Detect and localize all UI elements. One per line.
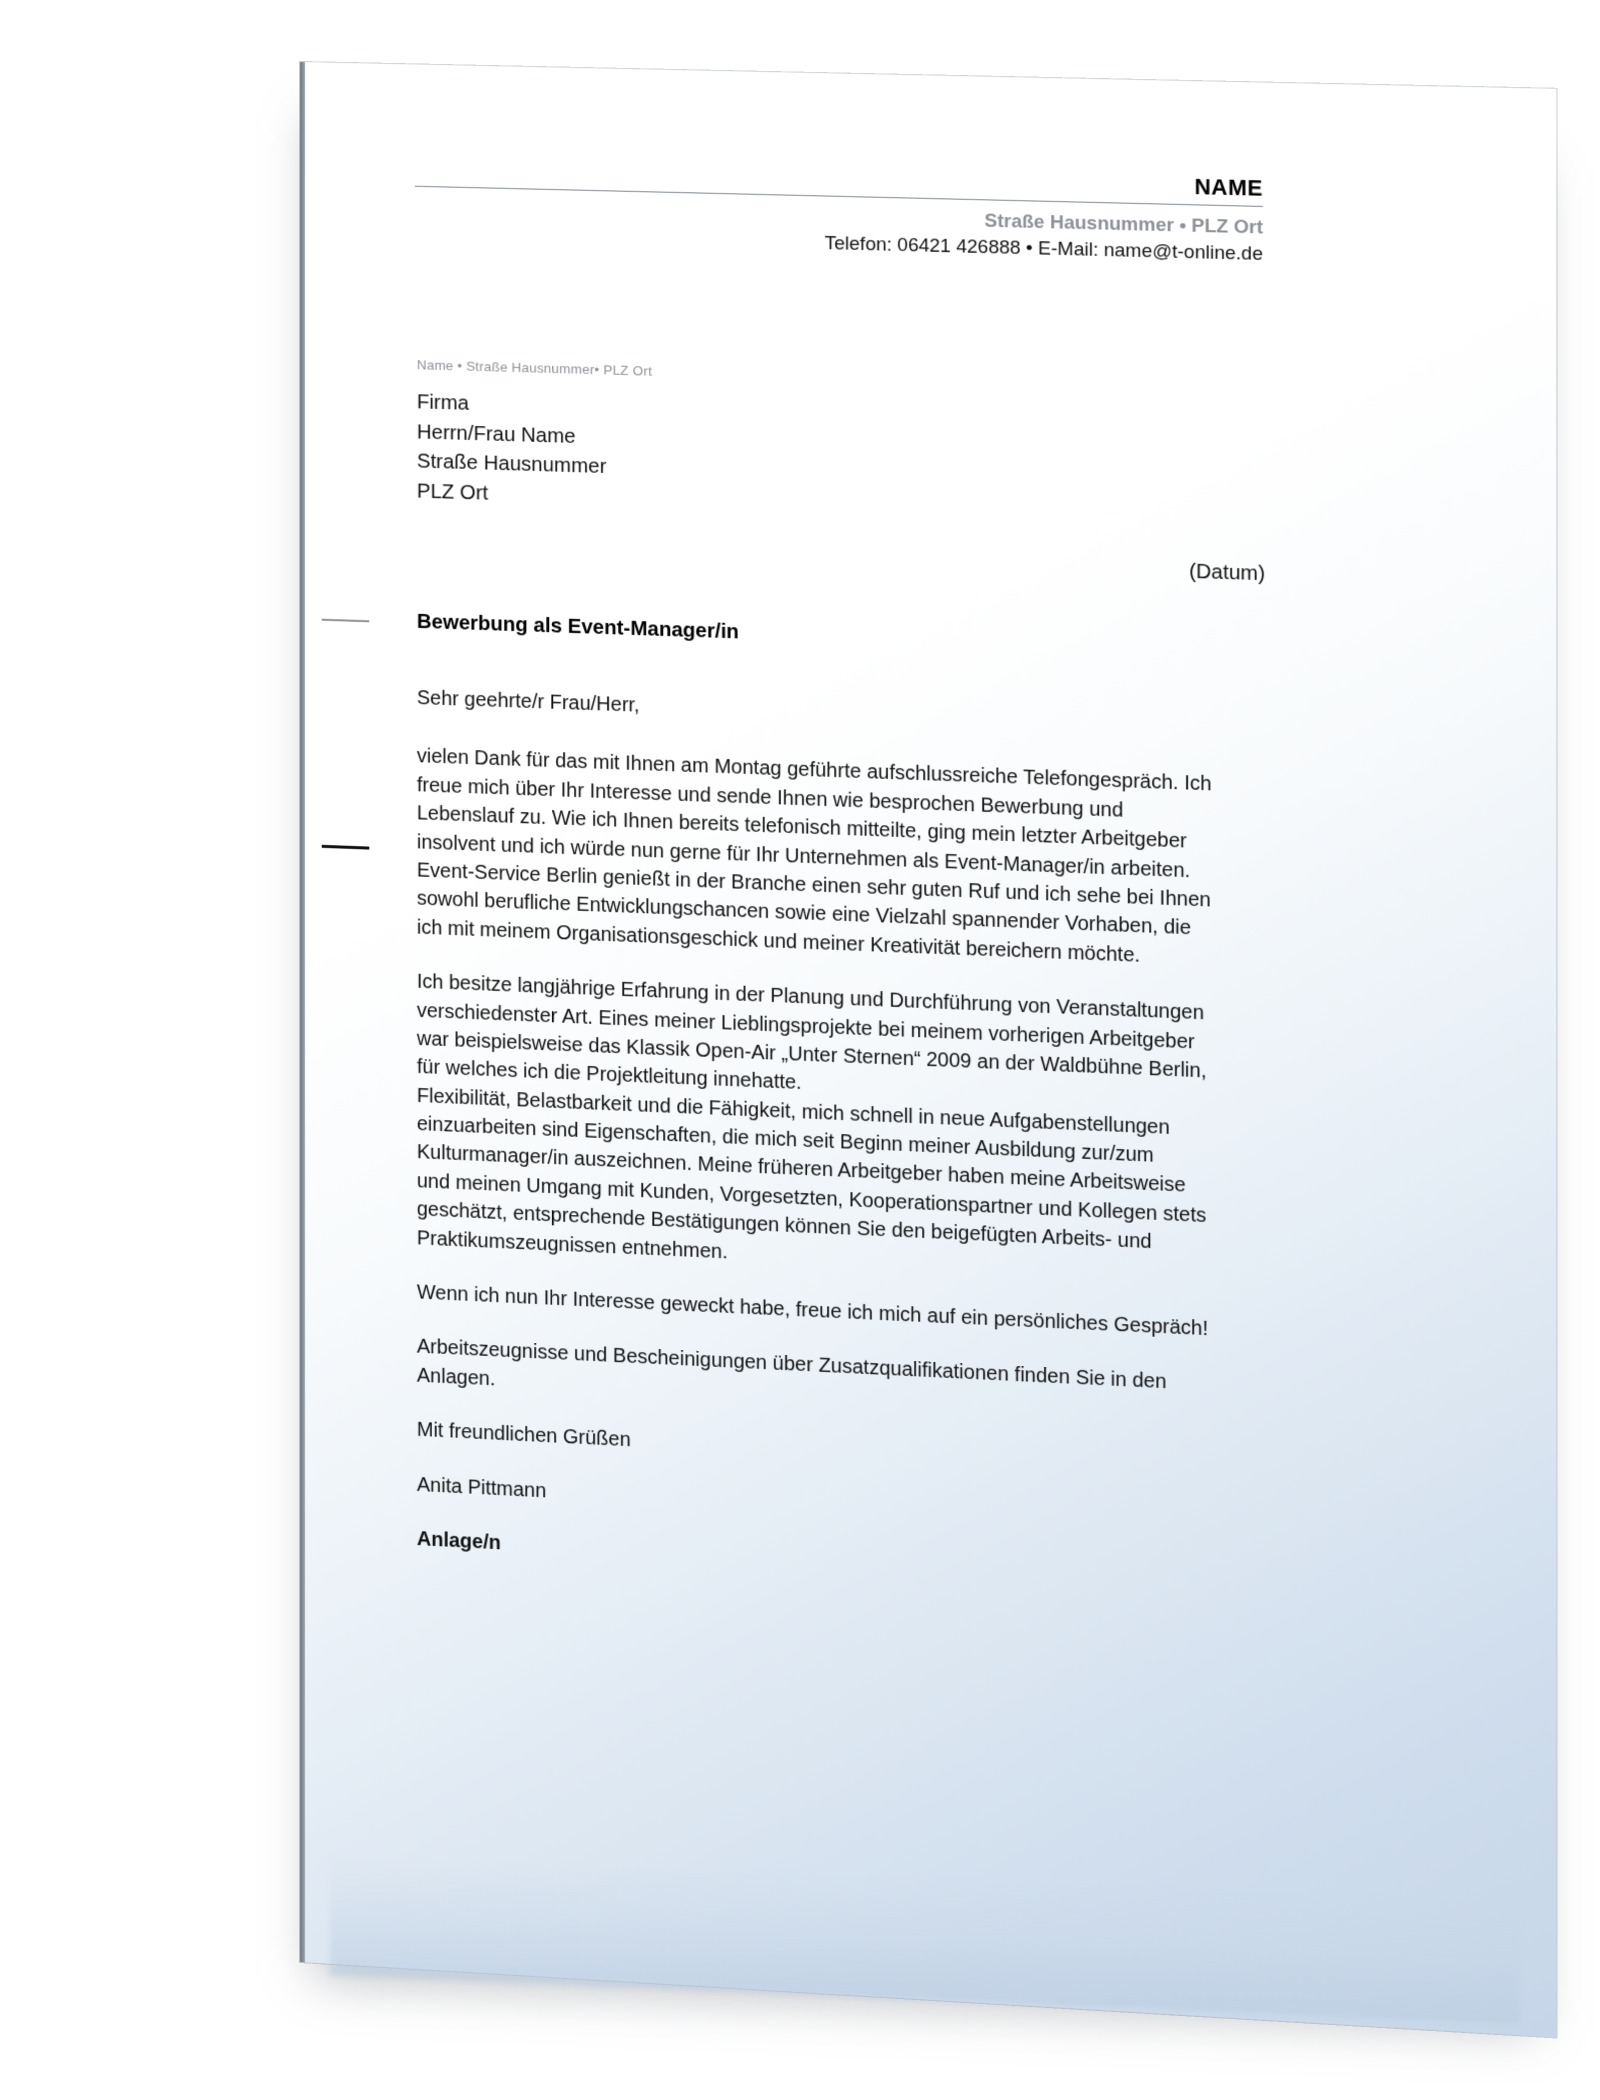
letterhead-address: Straße Hausnummer • PLZ Ort [984,210,1263,239]
body-paragraph-3: Flexibilität, Belastbarkeit und die Fähigkeit, mich schnell in neue Aufgabenstellungen einzuarbeiten sind Eigenschaften, die mich seit Beginn meiner Ausbildung zur/zum Kulturmanager/in auszeichnen. Meine früheren Arbeitgeber haben meine Arbeitsweise und meinen Umgang mit Kunden, Vorgesetzten, Kooperationspartner und Kollegen stets geschätzt, entsprechende Bestätigungen können Sie den beigefügten Arbeits- und Praktikumszeugnissen entnehmen. [416,1084,1207,1264]
attachments-label: Anlage/n [416,1527,501,1555]
date-field: (Datum) [1189,559,1266,586]
body-paragraph-5: Arbeitszeugnisse und Bescheinigungen über Zusatzqualifikationen finden Sie in den Anlagen. [416,1335,1167,1394]
letterhead-name: NAME [1194,173,1263,201]
recipient-city: PLZ Ort [416,479,489,505]
margin-tick-fold-mark-lower [322,845,370,850]
salutation: Sehr geehrte/r Frau/Herr, [416,686,640,717]
letterhead-contact: Telefon: 06421 426888 • E-Mail: name@t-online.de [824,232,1263,265]
subject-line: Bewerbung als Event-Manager/in [416,609,739,644]
body-paragraph-2: Ich besitze langjährige Erfahrung in der Planung und Durchführung von Veranstaltungen verschiedenster Art. Eines meiner Lieblingsprojekte bei meinem vorherigen Arbeitgeber war beispielsweise das Klassik Open-Air „Unter Sternen“ 2009 an der Waldbühne Berlin, für welches ich die Projektleitung innehatte. [416,970,1207,1095]
sender-return-address: Name • Straße Hausnummer• PLZ Ort [416,357,653,379]
recipient-street: Straße Hausnummer [416,449,607,479]
letterhead [415,157,1263,268]
recipient-address-block [417,387,607,512]
closing-greeting: Mit freundlichen Grüßen [416,1418,631,1452]
document-page[interactable] [300,62,1556,2037]
signature-name: Anita Pittmann [416,1473,547,1503]
letter-body [417,684,1214,1621]
recipient-person: Herrn/Frau Name [416,420,576,448]
body-paragraph-4: Wenn ich nun Ihr Interesse geweckt habe, freue ich mich auf ein persönliches Gespräch! [416,1281,1209,1341]
recipient-company: Firma [416,390,469,415]
body-paragraph-1: vielen Dank für das mit Ihnen am Montag geführte aufschlussreiche Telefongespräch. Ich freue mich über Ihr Interesse und sende Ihnen wie besprochen Bewerbung und Lebenslauf zu. Wie ich Ihnen bereits telefonisch mitteilte, ging mein letzter Arbeitgeber insolvent und ich würde nun gerne für Ihr Unternehmen als Event-Manager/in arbeiten. Event-Service Berlin genießt in der Branche einen sehr guten Ruf und ich sehe bei Ihnen sowohl berufliche Entwicklungschancen sowie eine Vielzahl spannender Vorhaben, die ich mit meinem Organisationsgeschick und meiner Kreativität bereichern möchte. [416,745,1212,967]
page-content [300,62,1556,2037]
margin-tick-fold-mark-upper [322,619,370,623]
